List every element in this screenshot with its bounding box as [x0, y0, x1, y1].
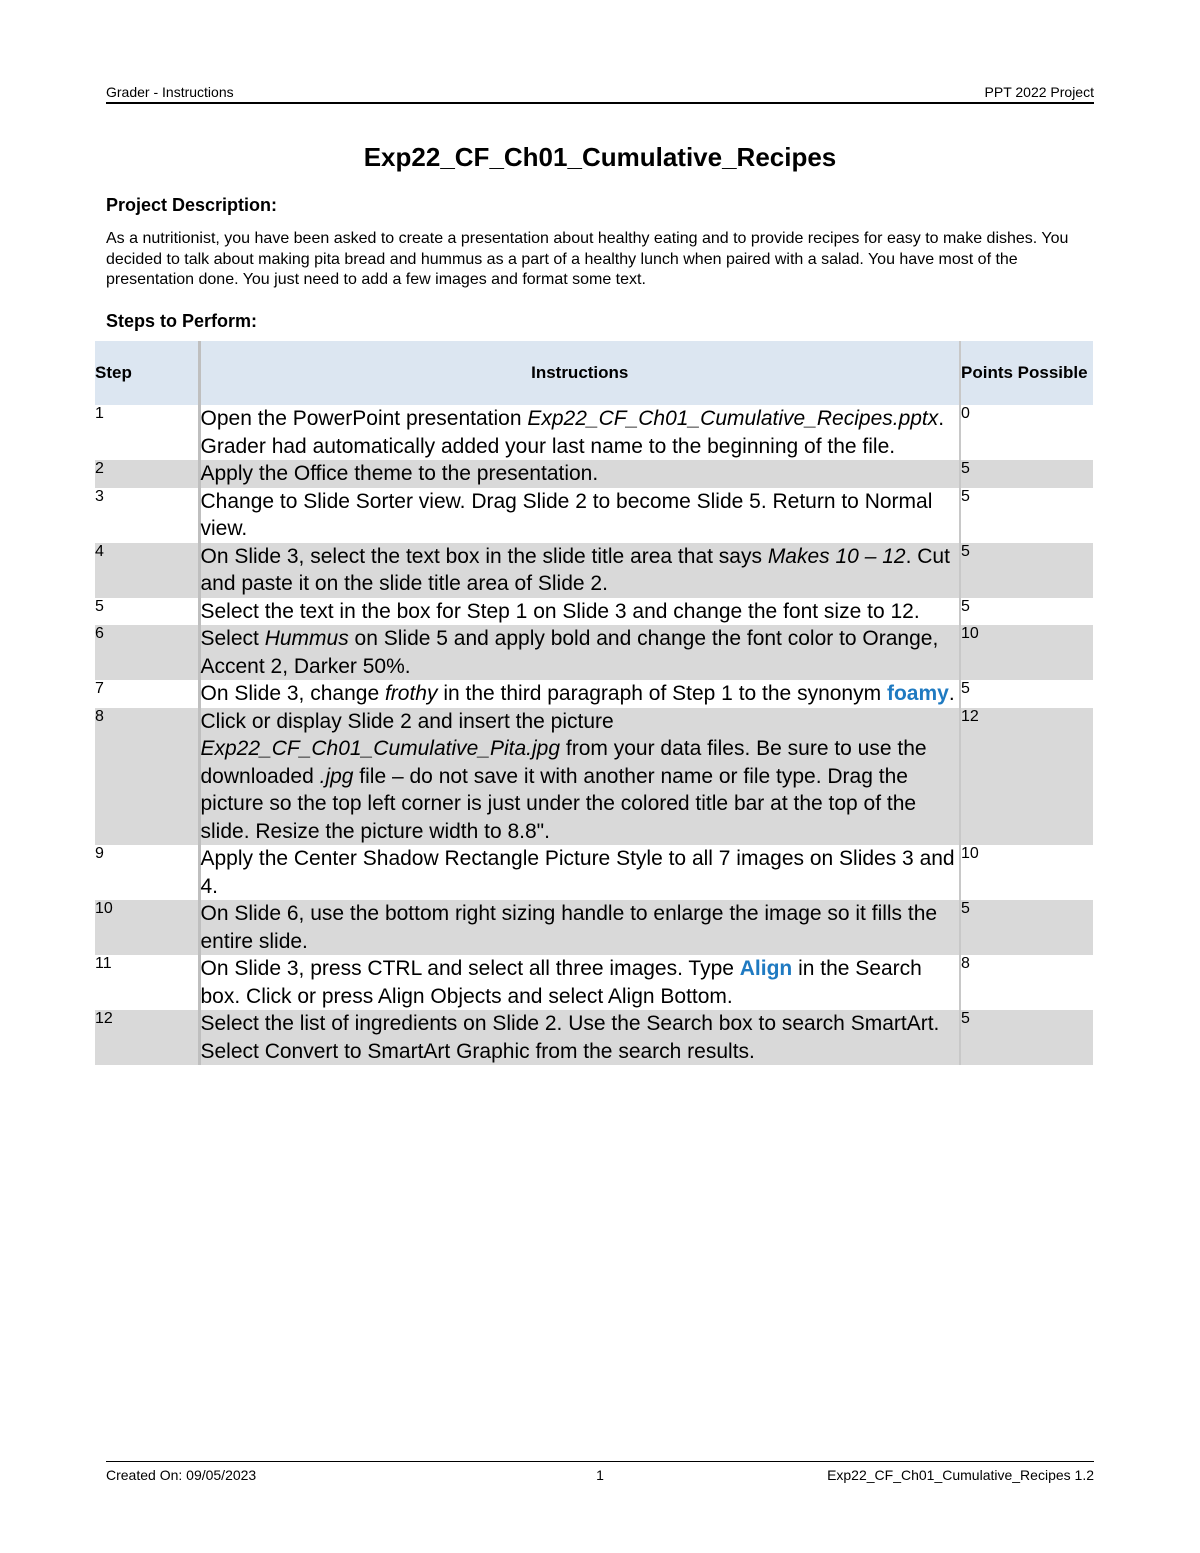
italic-text: Hummus [264, 627, 349, 650]
table-row [95, 625, 1093, 680]
steps-heading: Steps to Perform: [106, 311, 258, 331]
instruction-text: Change to Slide Sorter view. Drag Slide 2 to become Slide 5. Return to Normal view. [200, 489, 933, 540]
instruction-text: . Cut and paste it on the slide title area of Slide 2. [200, 544, 950, 595]
page-header [106, 82, 1094, 104]
points-value: 5 [960, 543, 1093, 598]
table-row [95, 708, 1093, 846]
step-number: 7 [95, 680, 199, 708]
step-number: 8 [95, 708, 199, 846]
instruction-text: Apply the Office theme to the presentation. [200, 462, 599, 485]
points-value: 0 [961, 405, 970, 422]
table-row [95, 900, 1093, 955]
step-instructions [199, 1010, 960, 1065]
step-number: 4 [95, 543, 199, 598]
points-value: 5 [961, 487, 970, 505]
italic-text: .jpg [319, 764, 354, 788]
table-row [95, 680, 1093, 708]
instruction-text: Select the text in the box for Step 1 on Slide 3 and change the font size to 12. [200, 599, 920, 623]
instruction-text: Apply the Center Shadow Rectangle Picture Style to all 7 images on Slides 3 and 4. [200, 847, 955, 898]
points-value: 5 [960, 900, 1093, 955]
instruction-text: file – do not save it with another name or file type. Drag the picture so the top left corner is just under the colored title bar at the top of the slide. Resize the picture width to 8.8". [200, 764, 917, 843]
header-points-possible: Points Possible [960, 341, 1093, 405]
step-instructions [199, 598, 960, 626]
table-row [95, 405, 1093, 460]
italic-text: Exp22_CF_Ch01_Cumulative_Recipes.pptx [527, 407, 939, 430]
points-value: 5 [960, 460, 1093, 488]
step-number: 6 [95, 625, 199, 680]
instruction-text: on Slide 5 and apply bold and change the font color to Orange, Accent 2, Darker 50%. [200, 627, 939, 678]
instruction-text: . [948, 682, 955, 705]
instruction-text: Select [200, 627, 265, 650]
points-value: 5 [961, 597, 970, 615]
steps-table-header-row [95, 341, 1093, 405]
keyword-text: foamy [886, 682, 949, 705]
instruction-text: On Slide 3, change [200, 682, 385, 705]
instruction-text: in the Search box. Click or press Align Objects and select Align Bottom. [200, 957, 922, 1008]
keyword-text: Align [739, 957, 793, 980]
header-step: Step [95, 341, 199, 405]
italic-text: frothy [384, 682, 438, 705]
step-number: 3 [95, 488, 199, 543]
step-number: 12 [95, 1010, 199, 1065]
footer-document-version: Exp22_CF_Ch01_Cumulative_Recipes 1.2 [827, 1467, 1094, 1483]
instruction-text: On Slide 3, select the text box in the slide title area that says [200, 544, 768, 568]
italic-text: Exp22_CF_Ch01_Cumulative_Pita.jpg [200, 737, 561, 760]
footer-created-on: Created On: 09/05/2023 [106, 1467, 257, 1483]
header-right-text: PPT 2022 Project [984, 84, 1094, 100]
points-value: 10 [961, 845, 979, 862]
step-instructions [199, 708, 960, 846]
step-instructions [199, 460, 960, 488]
instruction-text: from your data files. Be sure to use the downloaded [200, 737, 927, 788]
step-instructions [199, 900, 960, 955]
step-instructions [199, 543, 960, 598]
instruction-text: Click or display Slide 2 and insert the picture [200, 709, 614, 733]
instruction-text: On Slide 6, use the bottom right sizing handle to enlarge the image so it fills the entire slide. [200, 902, 938, 953]
step-number: 11 [95, 955, 199, 1010]
instruction-text: Open the PowerPoint presentation [200, 407, 528, 430]
points-value: 5 [960, 1010, 1093, 1065]
step-instructions [199, 405, 960, 460]
instruction-text: in the third paragraph of Step 1 to the synonym [437, 682, 887, 705]
step-instructions [199, 955, 960, 1010]
step-number: 9 [95, 845, 199, 900]
step-instructions [199, 625, 960, 680]
step-number: 1 [95, 405, 199, 460]
step-instructions [199, 680, 960, 708]
header-left-text: Grader - Instructions [106, 84, 234, 100]
table-row [95, 543, 1093, 598]
step-number: 5 [95, 598, 199, 626]
table-row [95, 598, 1093, 626]
header-instructions: Instructions [199, 341, 960, 405]
instruction-text: . Grader had automatically added your last name to the beginning of the file. [200, 407, 945, 458]
table-row [95, 460, 1093, 488]
table-row [95, 488, 1093, 543]
table-row [95, 955, 1093, 1010]
points-value: 12 [960, 708, 1093, 846]
project-description-heading: Project Description: [106, 195, 278, 215]
step-instructions [199, 845, 960, 900]
instruction-text: Select the list of ingredients on Slide 2. Use the Search box to search SmartArt. Select Convert to SmartArt Graphic from the search results. [200, 1012, 940, 1063]
page-footer [106, 1461, 1094, 1483]
points-value: 5 [961, 680, 970, 697]
instruction-text: On Slide 3, press CTRL and select all three images. Type [200, 957, 740, 980]
steps-table [95, 341, 1093, 1065]
footer-page-number: 1 [596, 1467, 604, 1483]
points-value: 8 [961, 955, 970, 972]
document-title: Exp22_CF_Ch01_Cumulative_Recipes [363, 142, 837, 172]
project-description-text: As a nutritionist, you have been asked to create a presentation about healthy eating and to provide recipes for easy to make dishes. You decided to talk about making pita bread and hummus as a part of a healthy lunch when paired with a salad. You have most of the presentation done. You just need to add a few images and format some text. [106, 230, 1069, 288]
step-instructions [199, 488, 960, 543]
step-number: 10 [95, 900, 199, 955]
italic-text: Makes 10 – 12 [767, 544, 906, 568]
table-row [95, 1010, 1093, 1065]
step-number: 2 [95, 460, 199, 488]
points-value: 10 [960, 625, 1093, 680]
table-row [95, 845, 1093, 900]
